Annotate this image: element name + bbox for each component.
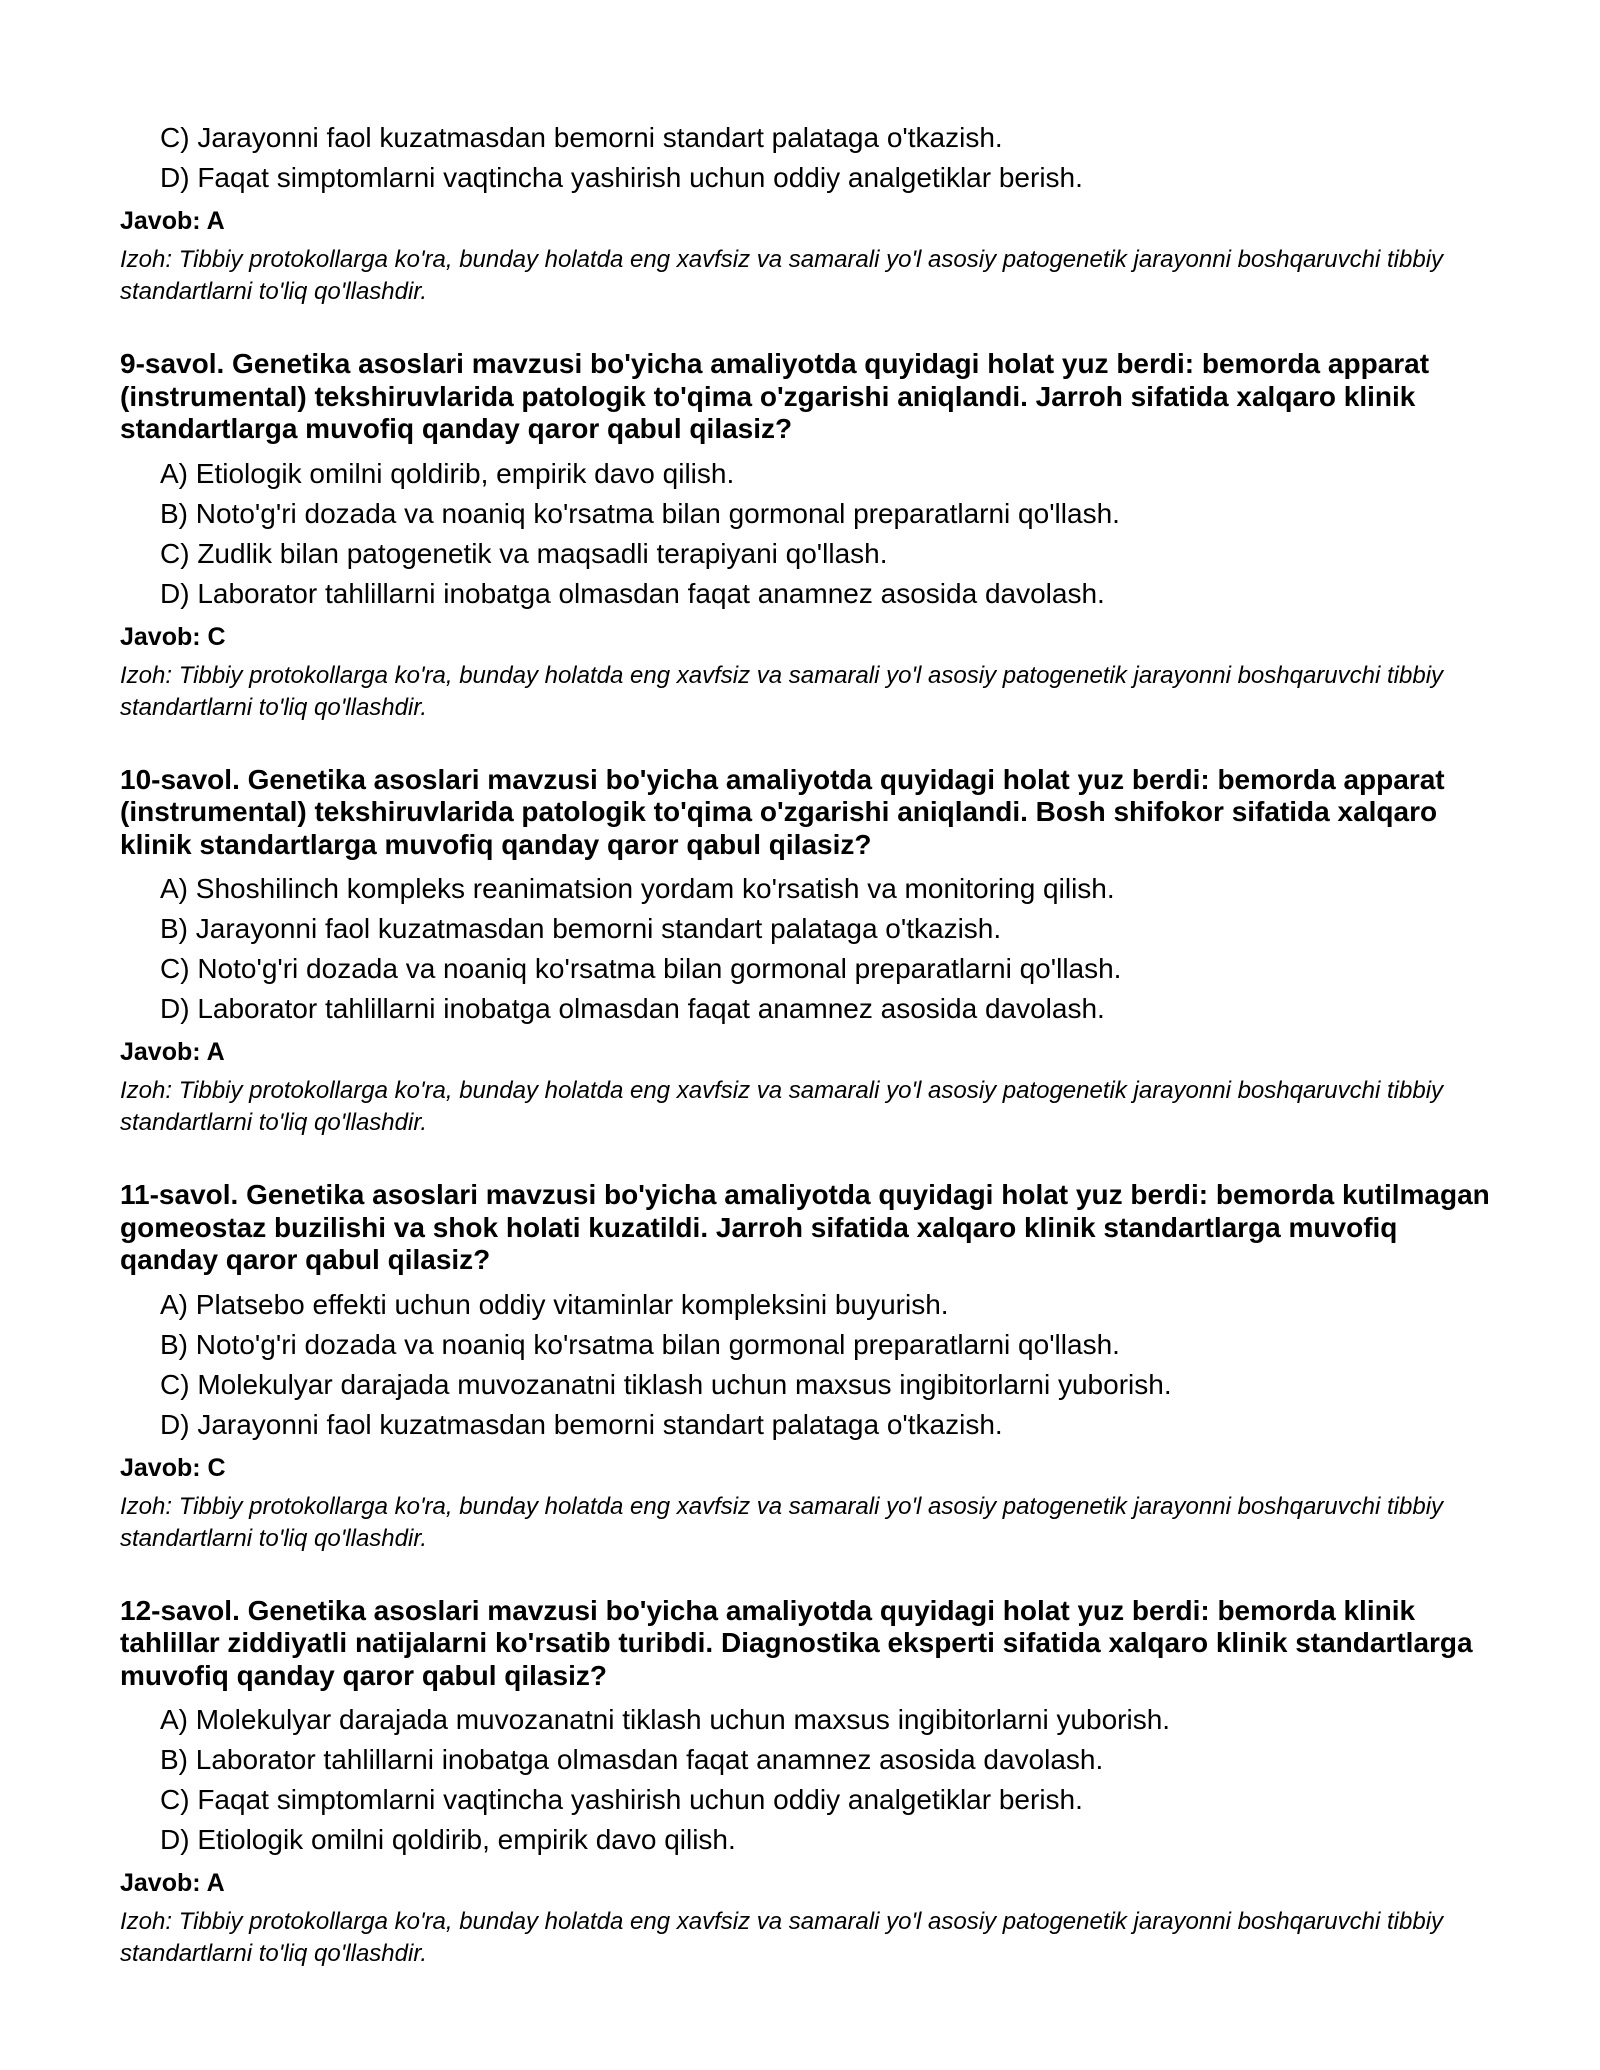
answer-label: Javob: A: [120, 1038, 225, 1066]
option-a: A) Platsebo effekti uchun oddiy vitaminlar kompleksini buyurish.: [160, 1288, 949, 1320]
document-page: [120, 118, 1500, 1970]
explanation-note: Izoh: Tibbiy protokollarga ko'ra, bunday holatda eng xavfsiz va samarali yo'l asosiy patogenetik jarayonni boshqaruvchi tibbiy standartlarni to'liq qo'llashdir.: [120, 1492, 1444, 1552]
explanation-note: Izoh: Tibbiy protokollarga ko'ra, bunday holatda eng xavfsiz va samarali yo'l asosiy patogenetik jarayonni boshqaruvchi tibbiy standartlarni to'liq qo'llashdir.: [120, 661, 1444, 721]
question-continuation: [120, 118, 1500, 308]
answer-label: Javob: A: [120, 1869, 225, 1897]
option-c: C) Faqat simptomlarni vaqtincha yashirish uchun oddiy analgetiklar berish.: [160, 1784, 1083, 1815]
option-b: B) Jarayonni faol kuzatmasdan bemorni standart palataga o'tkazish.: [160, 913, 1002, 944]
option-d: D) Faqat simptomlarni vaqtincha yashirish uchun oddiy analgetiklar berish.: [160, 162, 1083, 193]
answer-label: Javob: C: [120, 622, 226, 651]
option-d: D) Jarayonni faol kuzatmasdan bemorni standart palataga o'tkazish.: [160, 1408, 1003, 1440]
question-12: [120, 1595, 1500, 1971]
option-c: C) Zudlik bilan patogenetik va maqsadli terapiyani qo'llash.: [160, 537, 888, 569]
question-title: 9-savol. Genetika asoslari mavzusi bo'yicha amaliyotda quyidagi holat yuz berdi: bemorda apparat (instrumental) tekshiruvlarida patologik to'qima o'zgarishi aniqlandi. Jarroh sifatida xalqaro klinik standartlarga muvofiq qanday qaror qabul qilasiz?: [120, 348, 1430, 444]
question-11: [120, 1179, 1500, 1555]
option-c: C) Noto'g'ri dozada va noaniq ko'rsatma bilan gormonal preparatlarni qo'llash.: [160, 953, 1122, 984]
option-a: A) Shoshilinch kompleks reanimatsion yordam ko'rsatish va monitoring qilish.: [160, 873, 1115, 904]
option-a: A) Molekulyar darajada muvozanatni tiklash uchun maxsus ingibitorlarni yuborish.: [160, 1704, 1171, 1735]
option-d: D) Etiologik omilni qoldirib, empirik davo qilish.: [160, 1824, 736, 1855]
question-10: [120, 764, 1500, 1140]
question-9: [120, 348, 1500, 724]
option-c: C) Jarayonni faol kuzatmasdan bemorni standart palataga o'tkazish.: [160, 122, 1003, 153]
option-a: A) Etiologik omilni qoldirib, empirik davo qilish.: [160, 457, 735, 489]
option-b: B) Laborator tahlillarni inobatga olmasdan faqat anamnez asosida davolash.: [160, 1744, 1104, 1775]
question-title: 11-savol. Genetika asoslari mavzusi bo'yicha amaliyotda quyidagi holat yuz berdi: bemorda kutilmagan gomeostaz buzilishi va shok holati kuzatildi. Jarroh sifatida xalqaro klinik standartlarga muvofiq qanday qaror qabul qilasiz?: [120, 1179, 1490, 1275]
question-title: 10-savol. Genetika asoslari mavzusi bo'yicha amaliyotda quyidagi holat yuz berdi: bemorda apparat (instrumental) tekshiruvlarida patologik to'qima o'zgarishi aniqlandi. Bosh shifokor sifatida xalqaro klinik standartlarga muvofiq qanday qaror qabul qilasiz?: [120, 763, 1445, 860]
question-title: 12-savol. Genetika asoslari mavzusi bo'yicha amaliyotda quyidagi holat yuz berdi: bemorda klinik tahlillar ziddiyatli natijalarni ko'rsatib turibdi. Diagnostika eksperti sifatida xalqaro klinik standartlarga muvofiq qanday qaror qabul qilasiz?: [120, 1594, 1473, 1691]
option-d: D) Laborator tahlillarni inobatga olmasdan faqat anamnez asosida davolash.: [160, 993, 1105, 1024]
option-d: D) Laborator tahlillarni inobatga olmasdan faqat anamnez asosida davolash.: [160, 577, 1105, 609]
option-b: B) Noto'g'ri dozada va noaniq ko'rsatma bilan gormonal preparatlarni qo'llash.: [160, 497, 1120, 529]
explanation-note: Izoh: Tibbiy protokollarga ko'ra, bunday holatda eng xavfsiz va samarali yo'l asosiy patogenetik jarayonni boshqaruvchi tibbiy standartlarni to'liq qo'llashdir.: [120, 246, 1444, 305]
answer-label: Javob: C: [120, 1453, 226, 1482]
explanation-note: Izoh: Tibbiy protokollarga ko'ra, bunday holatda eng xavfsiz va samarali yo'l asosiy patogenetik jarayonni boshqaruvchi tibbiy standartlarni to'liq qo'llashdir.: [120, 1077, 1444, 1136]
explanation-note: Izoh: Tibbiy protokollarga ko'ra, bunday holatda eng xavfsiz va samarali yo'l asosiy patogenetik jarayonni boshqaruvchi tibbiy standartlarni to'liq qo'llashdir.: [120, 1908, 1444, 1967]
option-b: B) Noto'g'ri dozada va noaniq ko'rsatma bilan gormonal preparatlarni qo'llash.: [160, 1328, 1120, 1360]
option-c: C) Molekulyar darajada muvozanatni tiklash uchun maxsus ingibitorlarni yuborish.: [160, 1368, 1172, 1400]
answer-label: Javob: A: [120, 207, 225, 235]
